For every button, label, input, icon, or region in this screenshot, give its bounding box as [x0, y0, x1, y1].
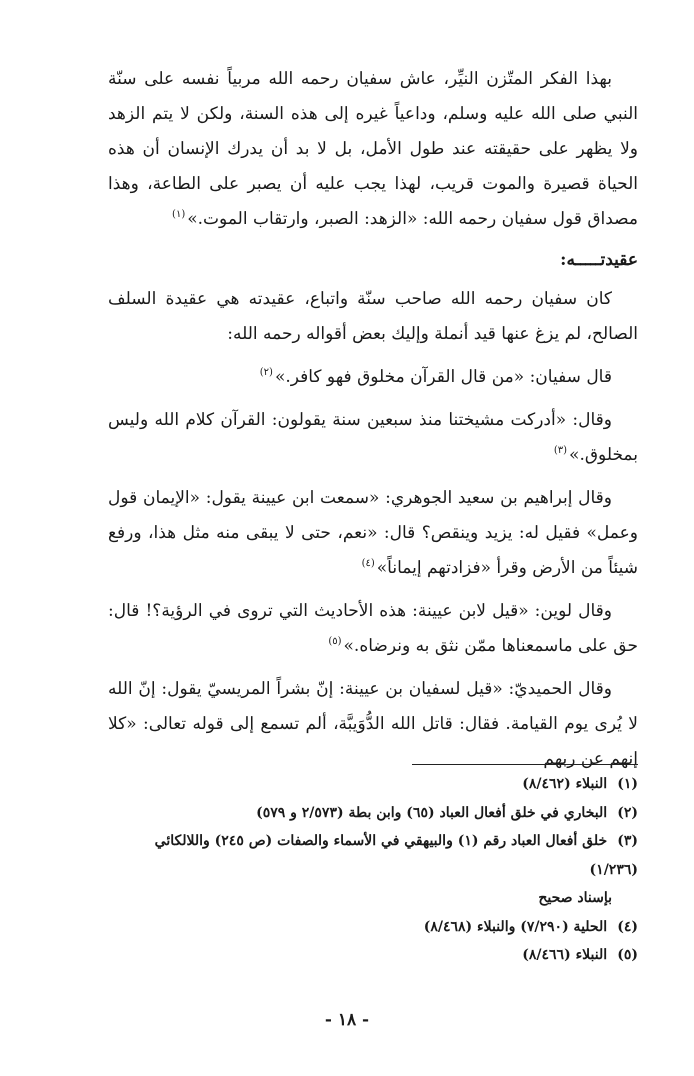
paragraph-quote-vision	[108, 594, 638, 664]
footnote-number: (٢)	[617, 804, 638, 821]
footnote-5	[108, 941, 638, 970]
paragraph-text: وقال لوين: «قيل لابن عيينة: هذه الأحاديث التي تروى في الرؤية؟! قال: حق على ماسمعناها ممّن نثق به ونرضاه.»	[108, 601, 638, 656]
footnote-text: الحلية (٧/٢٩٠) والنبلاء (٨/٤٦٨)	[423, 918, 608, 935]
paragraph-text: وقال الحميديّ: «قيل لسفيان بن عيينة: إنّ بشراً المريسيّ يقول: إنّ الله لا يُرى يوم القيامة. فقال: قاتل الله الدُّوَيبَّة، ألم تسمع إلى قوله تعالى: «كلا إنهم عن ربهم	[108, 679, 638, 769]
paragraph-text: بهذا الفكر المتّزن النيِّر، عاش سفيان رحمه الله مربياً نفسه على سنّة النبي صلى الله عليه وسلم، وداعياً غيره إلى هذه السنة، ولكن لا يتم الزهد ولا يظهر على حقيقته عند طول الأمل، بل لا بد أن يدرك الإنسان أن هذه الحياة قصيرة والموت قريب، لهذا يجب عليه أن يصبر على الطاعة، وهذا مصداق قول سفيان رحمه الله: «الزهد: الصبر، وارتقاب الموت.»	[108, 69, 638, 229]
footnote-text: البخاري في خلق أفعال العباد (٦٥) وابن بطة (٢/٥٧٣ و ٥٧٩)	[256, 804, 608, 821]
footnote-ref: (٢)	[259, 367, 273, 379]
footnote-ref: (١)	[172, 209, 186, 221]
paragraph-quote-elders	[108, 403, 638, 473]
footnote-number: (٥)	[617, 947, 638, 963]
main-text	[108, 62, 638, 777]
paragraph-creed	[108, 282, 638, 352]
footnote-number: (٣)	[617, 833, 638, 849]
footnote-text: النبلاء (٨/٤٦٢)	[522, 776, 608, 792]
paragraph-text: وقال إبراهيم بن سعيد الجوهري: «سمعت ابن عيينة يقول: «الإيمان قول وعمل» فقيل له: يزيد وينقص؟ قال: «نعم، حتى لا يبقى منه مثل هذا، ورفع شيئاً من الأرض وقرأ «فزادتهم إيماناً»	[108, 488, 638, 578]
footnote-1	[108, 770, 638, 799]
footnote-text: خلق أفعال العباد رقم (١) والبيهقي في الأسماء والصفات (ص ٢٤٥) واللالكائي (١/٢٣٦)	[154, 833, 638, 878]
section-heading: عقيدتـــــه:	[560, 250, 638, 270]
footnote-divider	[412, 764, 638, 765]
footnote-ref: (٥)	[328, 636, 342, 648]
footnote-number: (١)	[617, 776, 638, 792]
paragraph-quote-quran	[108, 360, 638, 395]
paragraph-quote-humaidi	[108, 672, 638, 777]
page-number: - ١٨ -	[324, 1010, 370, 1030]
footnote-4	[108, 913, 638, 942]
footnote-number: (٤)	[617, 918, 638, 935]
paragraph-text: كان سفيان رحمه الله صاحب سنّة واتباع، عقيدته هي عقيدة السلف الصالح، لم يزغ عنها قيد أنملة وإليك بعض أقواله رحمه الله:	[108, 289, 638, 344]
footnote-text: النبلاء (٨/٤٦٦)	[522, 947, 608, 963]
footnote-ref: (٣)	[553, 445, 568, 457]
footnote-2	[108, 799, 638, 828]
paragraph-quote-faith	[108, 481, 638, 586]
paragraph-text: وقال: «أدركت مشيختنا منذ سبعين سنة يقولون: القرآن كلام الله وليس بمخلوق.»	[108, 410, 638, 465]
footnote-ref: (٤)	[361, 558, 375, 570]
footnote-3-continuation: بإسناد صحيح	[538, 890, 612, 906]
paragraph-asceticism	[108, 62, 638, 237]
footnotes	[108, 770, 638, 970]
paragraph-text: قال سفيان: «من قال القرآن مخلوق فهو كافر.»	[274, 367, 612, 387]
footnote-3	[108, 827, 638, 884]
